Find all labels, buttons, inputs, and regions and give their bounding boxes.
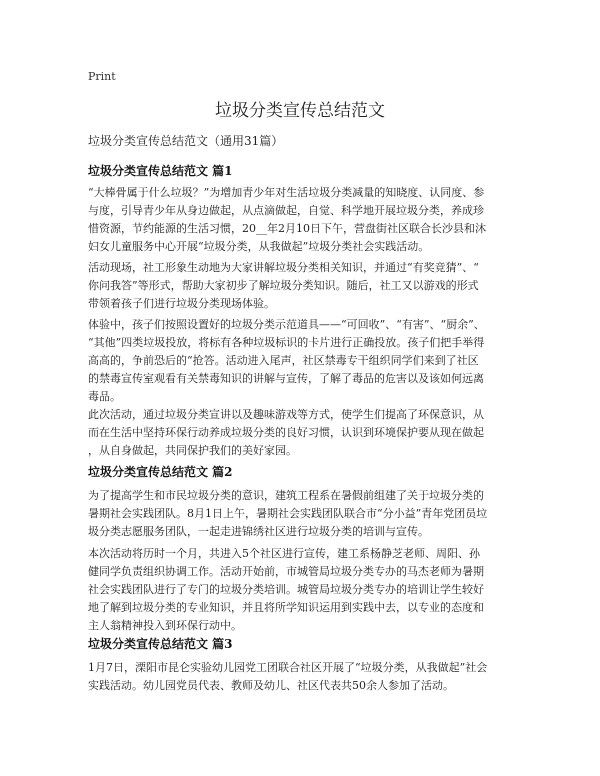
paragraph-line: 而在生活中坚持环保行动养成垃圾分类的良好习惯，认识到环境保护要从现在做起 bbox=[88, 426, 484, 439]
paragraph-line: 活动现场，社工形象生动地为大家讲解垃圾分类相关知识，并通过“有奖竞猜”、“ bbox=[88, 261, 479, 274]
paragraph-line: “其他”四类垃圾投放，将标有各种垃圾标识的卡片进行正确投放。孩子们把手举得 bbox=[88, 336, 485, 349]
paragraph-line: 实践活动。幼儿园党员代表、教师及幼儿、社区代表共50余人参加了活动。 bbox=[88, 679, 454, 692]
paragraph bbox=[88, 406, 524, 460]
paragraph-line: 带领着孩子们进行垃圾分类现场体验。 bbox=[88, 297, 275, 310]
paragraph-line: 圾分类志愿服务团队，一起走进锦绣社区进行垃圾分类的培训与宣传。 bbox=[88, 525, 429, 538]
paragraph-line: 健同学负责组织协调工作。活动开始前，市城管局垃圾分类专办的马杰老师为暑期 bbox=[88, 565, 484, 578]
paragraph-line: 本次活动将历时一个月，共进入5个社区进行宣传，建工系杨静芝老师、周阳、孙 bbox=[88, 547, 480, 560]
document-subtitle: 垃圾分类宣传总结范文（通用31篇） bbox=[88, 134, 284, 148]
print-link[interactable]: Print bbox=[88, 70, 116, 83]
section-heading: 垃圾分类宣传总结范文 篇1 bbox=[88, 164, 233, 178]
paragraph bbox=[88, 487, 524, 541]
paragraph-line: 毒品。 bbox=[88, 390, 121, 403]
paragraph-line: “大棒骨属于什么垃圾？”为增加青少年对生活垃圾分类减量的知晓度、认同度、参 bbox=[88, 186, 485, 199]
section-heading: 垃圾分类宣传总结范文 篇2 bbox=[88, 465, 233, 479]
paragraph-line: 1月7日，溧阳市昆仑实验幼儿园党工团联合社区开展了“垃圾分类，从我做起”社会 bbox=[88, 661, 488, 674]
paragraph bbox=[88, 316, 524, 406]
paragraph-line: 的禁毒宣传室观看有关禁毒知识的讲解与宣传，了解了毒品的危害以及该如何远离 bbox=[88, 372, 484, 385]
paragraph-line: 与度，引导青少年从身边做起，从点滴做起，自觉、科学地开展垃圾分类，养成珍 bbox=[88, 204, 484, 217]
paragraph-line: 体验中，孩子们按照设置好的垃圾分类示范道具——“可回收”、“有害”、“厨余”、 bbox=[88, 318, 485, 331]
paragraph-line: 暑期社会实践团队。8月1日上午，暑期社会实践团队联合市“分小益”青年党团员垃 bbox=[88, 507, 488, 520]
paragraph-line: 为了提高学生和市民垃圾分类的意识，建筑工程系在暑假前组建了关于垃圾分类的 bbox=[88, 489, 484, 502]
paragraph bbox=[88, 259, 524, 313]
paragraph-line: 地了解到垃圾分类的专业知识，并且将所学知识运用到实践中去，以专业的态度和 bbox=[88, 601, 484, 614]
paragraph bbox=[88, 545, 524, 635]
paragraph-line: 高高的，争前恐后的“抢答。活动进入尾声，社区禁毒专干组织同学们来到了社区 bbox=[88, 354, 479, 367]
paragraph-line: ，从自身做起，共同保护我们的美好家园。 bbox=[88, 444, 297, 457]
paragraph-line: 此次活动，通过垃圾分类宣讲以及趣味游戏等方式，使学生们提高了环保意识，从 bbox=[88, 408, 484, 421]
paragraph-line: 惜资源，节约能源的生活习惯，20__年2月10日下午，营盘街社区联合长沙县和沐 bbox=[88, 222, 486, 235]
paragraph-line: 社会实践团队进行了专门的垃圾分类培训。城管局垃圾分类专办的培训让学生较好 bbox=[88, 583, 484, 596]
paragraph-line: 主人翁精神投入到环保行动中。 bbox=[88, 619, 242, 632]
paragraph bbox=[88, 184, 524, 256]
paragraph bbox=[88, 659, 524, 695]
section-heading: 垃圾分类宣传总结范文 篇3 bbox=[88, 637, 233, 651]
document-title: 垃圾分类宣传总结范文 bbox=[215, 101, 385, 121]
paragraph-line: 妇女儿童服务中心开展“垃圾分类，从我做起”垃圾分类社会实践活动。 bbox=[88, 240, 430, 253]
paragraph-line: 你问我答”等形式，帮助大家初步了解垃圾分类知识。随后，社工又以游戏的形式 bbox=[88, 279, 479, 292]
